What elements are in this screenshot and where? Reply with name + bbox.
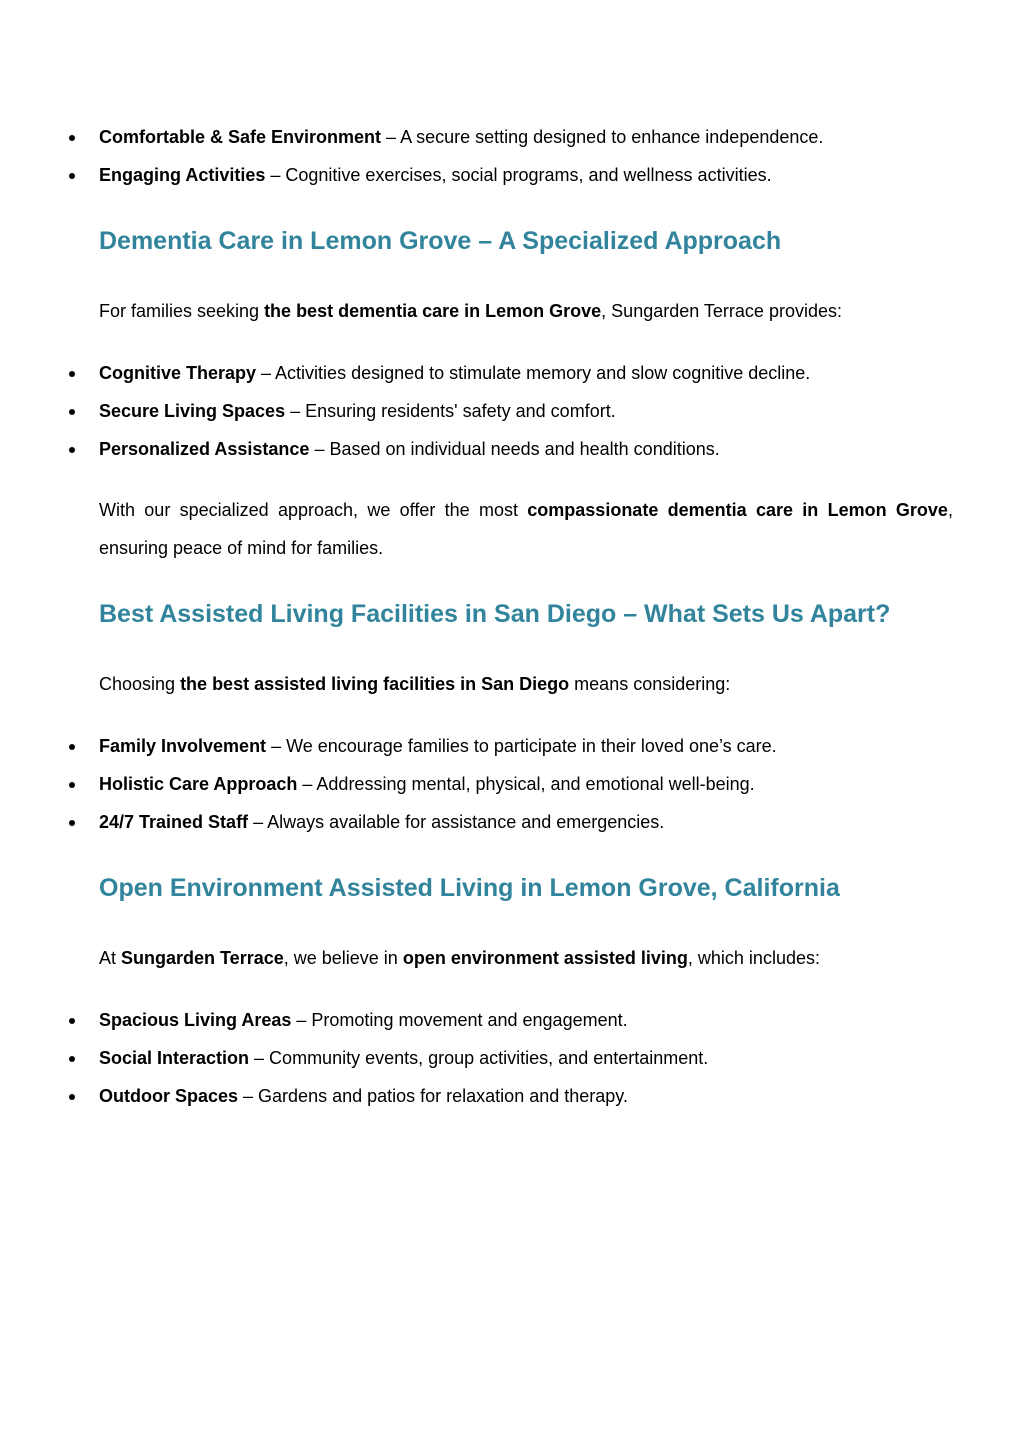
list-item-description: – We encourage families to participate in their loved one’s care.	[266, 736, 777, 756]
list-item-term: Personalized Assistance	[99, 439, 310, 459]
intro-text: , we believe in	[283, 948, 403, 968]
bullet-icon	[69, 371, 75, 377]
closing-word: the	[444, 500, 470, 520]
intro-emphasis: open environment assisted living	[402, 948, 688, 968]
list-item-description: – Addressing mental, physical, and emotional well-being.	[297, 774, 755, 794]
feature-list-top	[0, 118, 1024, 194]
bullet-icon	[69, 447, 75, 453]
list-item	[0, 118, 1024, 156]
list-item-description: – Ensuring residents' safety and comfort.	[285, 401, 616, 421]
intro-emphasis: the best dementia care in Lemon Grove	[264, 301, 602, 321]
closing-emphasis: compassionate	[527, 500, 659, 520]
closing-word: approach,	[277, 500, 359, 520]
list-item-term: Spacious Living Areas	[99, 1010, 292, 1030]
section-intro-open-environment	[99, 939, 820, 977]
intro-text: Choosing	[99, 674, 181, 694]
list-item-description: – Based on individual needs and health conditions.	[309, 439, 720, 459]
assisted-living-list	[0, 727, 1024, 841]
intro-emphasis: Sungarden Terrace	[121, 948, 284, 968]
list-item-description: – Cognitive exercises, social programs, and wellness activities.	[265, 165, 772, 185]
closing-line-1	[99, 491, 953, 529]
bullet-icon	[69, 1056, 75, 1062]
list-item	[0, 156, 1024, 194]
section-heading-open-environment: Open Environment Assisted Living in Lemon Grove, California	[99, 874, 840, 902]
closing-word: offer	[399, 500, 436, 520]
bullet-icon	[69, 744, 75, 750]
list-item-term: Engaging Activities	[99, 165, 266, 185]
list-item	[0, 392, 1024, 430]
list-item-term: Social Interaction	[99, 1048, 250, 1068]
list-item	[0, 803, 1024, 841]
closing-word: Grove,	[895, 500, 953, 520]
section-closing-dementia-care	[99, 491, 953, 567]
bullet-icon	[69, 409, 75, 415]
bullet-icon	[69, 1018, 75, 1024]
section-intro-assisted-living	[99, 665, 730, 703]
section-intro-dementia-care	[99, 292, 842, 330]
list-item-description: – Activities designed to stimulate memory and slow cognitive decline.	[256, 363, 811, 383]
section-heading-dementia-care: Dementia Care in Lemon Grove – A Specialized Approach	[99, 227, 782, 255]
intro-emphasis: the best assisted living facilities in San Diego	[180, 674, 570, 694]
list-item-term: Holistic Care Approach	[99, 774, 298, 794]
list-item-description: – A secure setting designed to enhance independence.	[381, 127, 824, 147]
section-heading-assisted-living: Best Assisted Living Facilities in San Diego – What Sets Us Apart?	[99, 600, 891, 628]
intro-text: means considering:	[569, 674, 731, 694]
closing-emphasis: care	[755, 500, 793, 520]
list-item-description: – Always available for assistance and emergencies.	[248, 812, 665, 832]
intro-text: , which includes:	[687, 948, 820, 968]
list-item	[0, 765, 1024, 803]
bullet-icon	[69, 135, 75, 141]
closing-word: most	[478, 500, 518, 520]
list-item	[0, 354, 1024, 392]
closing-emphasis: dementia	[667, 500, 747, 520]
closing-word: we	[367, 500, 391, 520]
list-item-description: – Community events, group activities, and entertainment.	[249, 1048, 709, 1068]
list-item	[0, 430, 1024, 468]
intro-text: For families seeking	[99, 301, 265, 321]
open-environment-list	[0, 1001, 1024, 1115]
list-item-term: Outdoor Spaces	[99, 1086, 239, 1106]
closing-emphasis: in	[802, 500, 819, 520]
list-item-term: Comfortable & Safe Environment	[99, 127, 382, 147]
closing-word: With	[99, 500, 135, 520]
intro-text: , Sungarden Terrace provides:	[601, 301, 842, 321]
list-item-description: – Promoting movement and engagement.	[291, 1010, 628, 1030]
list-item-term: Cognitive Therapy	[99, 363, 257, 383]
list-item-description: – Gardens and patios for relaxation and therapy.	[238, 1086, 628, 1106]
closing-emphasis: Lemon	[827, 500, 887, 520]
list-item-term: Family Involvement	[99, 736, 267, 756]
bullet-icon	[69, 173, 75, 179]
bullet-icon	[69, 820, 75, 826]
list-item	[0, 1039, 1024, 1077]
closing-word: our	[144, 500, 171, 520]
list-item	[0, 1001, 1024, 1039]
bullet-icon	[69, 782, 75, 788]
list-item-term: 24/7 Trained Staff	[99, 812, 249, 832]
closing-word: specialized	[179, 500, 269, 520]
list-item	[0, 1077, 1024, 1115]
intro-text: At	[99, 948, 122, 968]
closing-line-2: ensuring peace of mind for families.	[99, 538, 384, 558]
bullet-icon	[69, 1094, 75, 1100]
list-item	[0, 727, 1024, 765]
list-item-term: Secure Living Spaces	[99, 401, 286, 421]
dementia-care-list	[0, 354, 1024, 468]
